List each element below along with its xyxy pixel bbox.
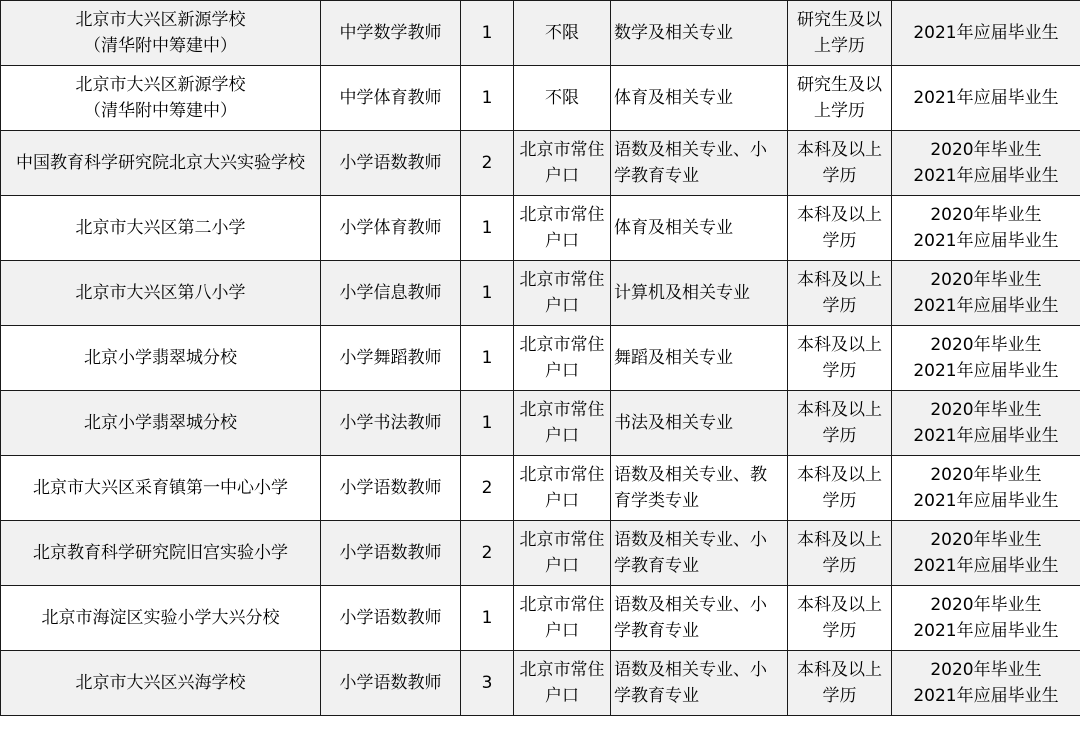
school-cell: 北京教育科学研究院旧宫实验小学 (1, 521, 321, 586)
count-cell: 3 (461, 651, 514, 716)
count-cell: 1 (461, 326, 514, 391)
residence-cell: 北京市常住 户口 (514, 261, 611, 326)
position-cell: 中学体育教师 (321, 66, 461, 131)
residence-cell: 北京市常住 户口 (514, 651, 611, 716)
table-row (1, 521, 1080, 586)
graduates-cell: 2020年毕业生 2021年应届毕业生 (892, 326, 1080, 391)
table-row (1, 456, 1080, 521)
residence-cell: 北京市常住 户口 (514, 456, 611, 521)
count-cell: 1 (461, 261, 514, 326)
count-cell: 1 (461, 391, 514, 456)
table-row (1, 196, 1080, 261)
table-row (1, 651, 1080, 716)
school-cell: 北京市大兴区第二小学 (1, 196, 321, 261)
position-cell: 小学语数教师 (321, 456, 461, 521)
graduates-cell: 2021年应届毕业生 (892, 1, 1080, 66)
education-cell: 本科及以上 学历 (788, 651, 892, 716)
school-cell: 北京小学翡翠城分校 (1, 326, 321, 391)
major-cell: 语数及相关专业、小 学教育专业 (611, 521, 788, 586)
position-cell: 中学数学教师 (321, 1, 461, 66)
table-row (1, 66, 1080, 131)
school-cell: 北京市海淀区实验小学大兴分校 (1, 586, 321, 651)
graduates-cell: 2020年毕业生 2021年应届毕业生 (892, 261, 1080, 326)
position-cell: 小学语数教师 (321, 521, 461, 586)
residence-cell: 北京市常住 户口 (514, 391, 611, 456)
position-cell: 小学语数教师 (321, 131, 461, 196)
count-cell: 2 (461, 521, 514, 586)
position-cell: 小学书法教师 (321, 391, 461, 456)
table-row (1, 261, 1080, 326)
school-cell: 北京市大兴区新源学校 （清华附中筹建中） (1, 66, 321, 131)
residence-cell: 北京市常住 户口 (514, 131, 611, 196)
school-cell: 北京市大兴区第八小学 (1, 261, 321, 326)
count-cell: 2 (461, 456, 514, 521)
graduates-cell: 2020年毕业生 2021年应届毕业生 (892, 521, 1080, 586)
graduates-cell: 2020年毕业生 2021年应届毕业生 (892, 391, 1080, 456)
major-cell: 语数及相关专业、小 学教育专业 (611, 131, 788, 196)
count-cell: 1 (461, 66, 514, 131)
education-cell: 研究生及以 上学历 (788, 1, 892, 66)
position-cell: 小学舞蹈教师 (321, 326, 461, 391)
education-cell: 本科及以上 学历 (788, 326, 892, 391)
table-body (1, 1, 1080, 716)
major-cell: 书法及相关专业 (611, 391, 788, 456)
count-cell: 2 (461, 131, 514, 196)
position-cell: 小学语数教师 (321, 651, 461, 716)
count-cell: 1 (461, 586, 514, 651)
major-cell: 语数及相关专业、小 学教育专业 (611, 586, 788, 651)
education-cell: 本科及以上 学历 (788, 456, 892, 521)
position-cell: 小学信息教师 (321, 261, 461, 326)
position-cell: 小学语数教师 (321, 586, 461, 651)
residence-cell: 北京市常住 户口 (514, 196, 611, 261)
education-cell: 本科及以上 学历 (788, 391, 892, 456)
residence-cell: 不限 (514, 66, 611, 131)
education-cell: 研究生及以 上学历 (788, 66, 892, 131)
residence-cell: 北京市常住 户口 (514, 521, 611, 586)
major-cell: 舞蹈及相关专业 (611, 326, 788, 391)
residence-cell: 北京市常住 户口 (514, 326, 611, 391)
major-cell: 数学及相关专业 (611, 1, 788, 66)
school-cell: 北京市大兴区兴海学校 (1, 651, 321, 716)
graduates-cell: 2021年应届毕业生 (892, 66, 1080, 131)
education-cell: 本科及以上 学历 (788, 196, 892, 261)
graduates-cell: 2020年毕业生 2021年应届毕业生 (892, 456, 1080, 521)
count-cell: 1 (461, 196, 514, 261)
graduates-cell: 2020年毕业生 2021年应届毕业生 (892, 196, 1080, 261)
table-row (1, 391, 1080, 456)
education-cell: 本科及以上 学历 (788, 261, 892, 326)
major-cell: 体育及相关专业 (611, 66, 788, 131)
graduates-cell: 2020年毕业生 2021年应届毕业生 (892, 651, 1080, 716)
education-cell: 本科及以上 学历 (788, 586, 892, 651)
major-cell: 语数及相关专业、小 学教育专业 (611, 651, 788, 716)
major-cell: 体育及相关专业 (611, 196, 788, 261)
graduates-cell: 2020年毕业生 2021年应届毕业生 (892, 586, 1080, 651)
table-row (1, 1, 1080, 66)
education-cell: 本科及以上 学历 (788, 131, 892, 196)
school-cell: 中国教育科学研究院北京大兴实验学校 (1, 131, 321, 196)
position-cell: 小学体育教师 (321, 196, 461, 261)
school-cell: 北京市大兴区新源学校 （清华附中筹建中） (1, 1, 321, 66)
count-cell: 1 (461, 1, 514, 66)
residence-cell: 不限 (514, 1, 611, 66)
major-cell: 计算机及相关专业 (611, 261, 788, 326)
table-row (1, 586, 1080, 651)
graduates-cell: 2020年毕业生 2021年应届毕业生 (892, 131, 1080, 196)
major-cell: 语数及相关专业、教 育学类专业 (611, 456, 788, 521)
education-cell: 本科及以上 学历 (788, 521, 892, 586)
table-row (1, 131, 1080, 196)
school-cell: 北京市大兴区采育镇第一中心小学 (1, 456, 321, 521)
table-row (1, 326, 1080, 391)
school-cell: 北京小学翡翠城分校 (1, 391, 321, 456)
residence-cell: 北京市常住 户口 (514, 586, 611, 651)
